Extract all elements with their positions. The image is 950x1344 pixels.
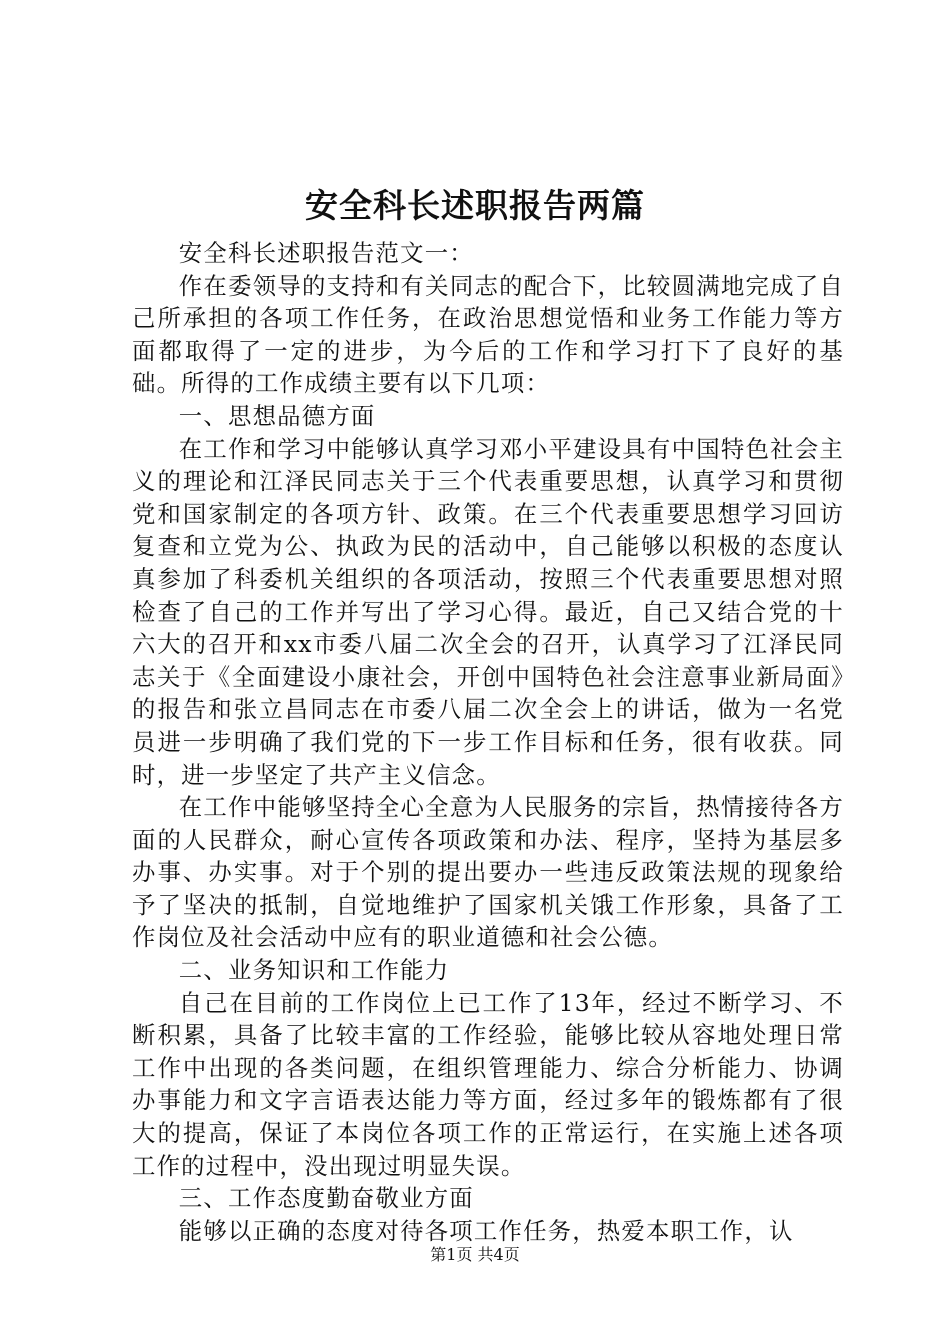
paragraph-intro: 安全科长述职报告范文一： bbox=[178, 239, 474, 267]
section-heading-attitude: 三、工作态度勤奋敬业方面 bbox=[178, 1184, 474, 1213]
document-body bbox=[132, 237, 844, 1247]
section-heading-skills: 二、业务知识和工作能力 bbox=[178, 956, 450, 985]
paragraph-experience: 自己在目前的工作岗位上已工作了13年，经过不断学习、不断积累，具备了比较丰富的工作经验，能够比较从容地处理日常工作中出现的各类问题，在组织管理能力、综合分析能力、协调办事能力和文字言语表达能力等方面，经过多年的锻炼都有了很大的提高，保证了本岗位各项工作的正常运行，在实施上述各项工作的过程中，没出现过明显失误。 bbox=[132, 988, 844, 1180]
paragraph-service: 在工作中能够坚持全心全意为人民服务的宗旨，热情接待各方面的人民群众，耐心宣传各项政策和办法、程序，坚持为基层多办事、办实事。对于个别的提出要办一些违反政策法规的现象给予了坚决的抵制，自觉地维护了国家机关饿工作形象，具备了工作岗位及社会活动中应有的职业道德和社会公德。 bbox=[132, 793, 844, 952]
page-number: 第1页 共4页 bbox=[430, 1245, 520, 1264]
paragraph-study: 在工作和学习中能够认真学习邓小平建设具有中国特色社会主义的理论和江泽民同志关于三个代表重要思想，认真学习和贯彻党和国家制定的各项方针、政策。在三个代表重要思想学习回访复查和立党为公、执政为民的活动中，自己能够以积极的态度认真参加了科委机关组织的各项活动，按照三个代表重要思想对照检查了自己的工作并写出了学习心得。最近，自己又结合党的十六大的召开和xx市委八届二次全会的召开，认真学习了江泽民同志关于《全面建设小康社会，开创中国特色社会注意事业新局面》的报告和张立昌同志在市委八届二次全会上的讲话，做为一名党员进一步明确了我们党的下一步工作目标和任务，很有收获。同时，进一步坚定了共产主义信念。 bbox=[132, 434, 844, 789]
section-heading-ideology: 一、思想品德方面 bbox=[178, 401, 376, 430]
paragraph-summary: 作在委领导的支持和有关同志的配合下，比较圆满地完成了自己所承担的各项工作任务，在政治思想觉悟和业务工作能力等方面都取得了一定的进步，为今后的工作和学习打下了良好的基础。所得的工作成绩主要有以下几项： bbox=[132, 271, 844, 398]
paragraph-attitude: 能够以正确的态度对待各项工作任务，热爱本职工作，认 bbox=[178, 1216, 794, 1245]
document-title: 安全科长述职报告两篇 bbox=[305, 186, 645, 225]
